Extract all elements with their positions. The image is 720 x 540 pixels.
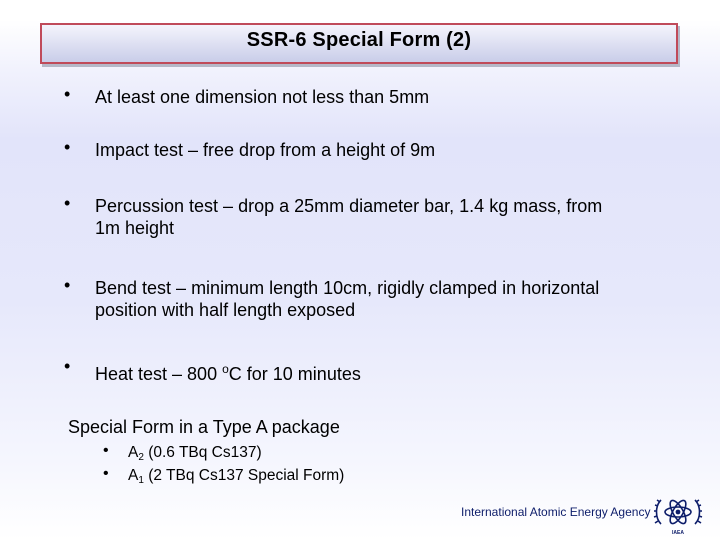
bullet-marker: • — [64, 356, 71, 376]
heat-test-suffix: C for 10 minutes — [228, 364, 361, 384]
sub-bullet-item — [0, 465, 720, 485]
bullet-marker: • — [64, 275, 71, 295]
sub-bullet-item — [0, 442, 720, 462]
activity-value: (0.6 TBq Cs137) — [143, 444, 262, 461]
bullet-marker: • — [64, 137, 71, 157]
title-banner — [40, 23, 678, 64]
bullet-marker: • — [64, 193, 71, 213]
slide-title: SSR-6 Special Form (2) — [246, 29, 472, 51]
heat-test-prefix: Heat test – 800 — [95, 364, 223, 384]
svg-text:IAEA: IAEA — [672, 530, 684, 536]
activity-subscript: 2 — [138, 452, 144, 463]
sub-bullet-text — [128, 467, 344, 485]
bullet-text: Impact test – free drop from a height of 9m — [95, 140, 436, 160]
sub-bullet-marker: • — [103, 442, 109, 459]
subsection-heading: Special Form in a Type A package — [68, 417, 340, 437]
bullet-marker: • — [64, 84, 71, 104]
activity-symbol: A — [128, 444, 139, 461]
bullet-text: Percussion test – drop a 25mm diameter bar, 1.4 kg mass, from 1m height — [95, 196, 603, 238]
bullet-text — [95, 358, 685, 385]
sub-bullet-marker: • — [103, 465, 109, 482]
activity-subscript: 1 — [138, 475, 144, 486]
bullet-text: At least one dimension not less than 5mm — [95, 87, 430, 107]
degree-superscript: o — [222, 362, 229, 376]
bullet-text: Bend test – minimum length 10cm, rigidly clamped in horizontal position with half length exposed — [95, 278, 600, 320]
footer-agency-name: International Atomic Energy Agency — [461, 505, 651, 519]
activity-symbol: A — [128, 467, 139, 484]
sub-bullet-text — [128, 444, 262, 462]
activity-value: (2 TBq Cs137 Special Form) — [143, 467, 345, 484]
iaea-atom-emblem-icon — [652, 488, 704, 536]
